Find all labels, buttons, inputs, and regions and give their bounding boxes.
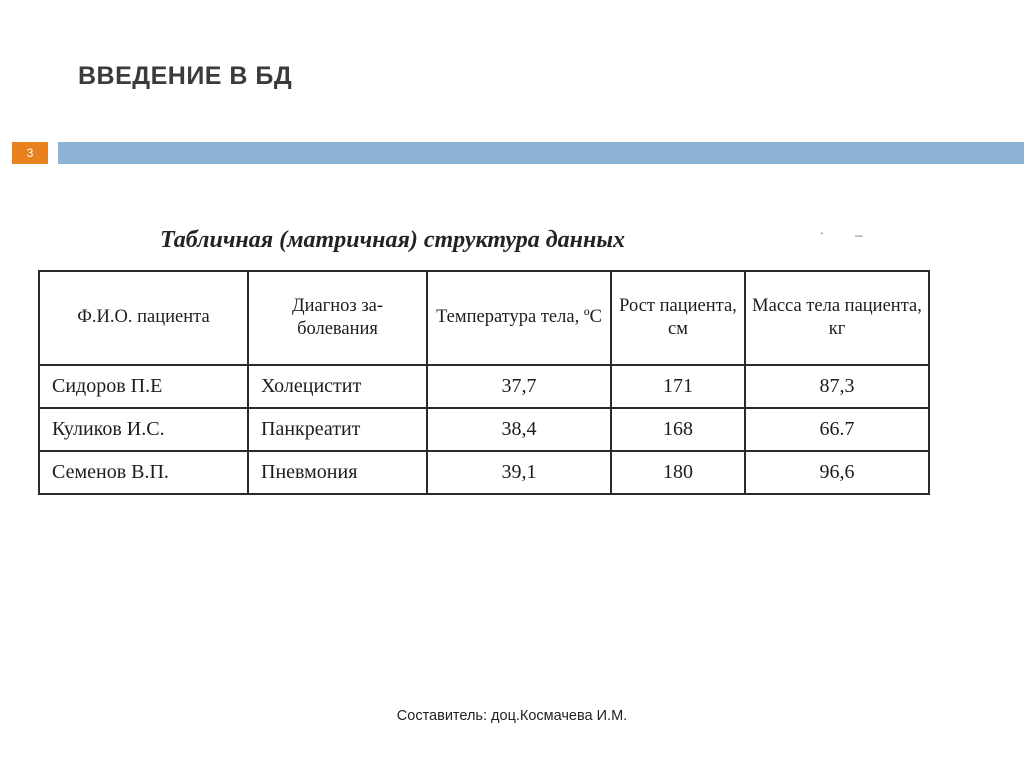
table-body <box>39 365 929 494</box>
table-row <box>39 451 929 494</box>
table-cell-diagnosis: Пневмония <box>248 451 427 494</box>
slide-footer: Составитель: доц.Космачева И.М. <box>396 708 628 724</box>
figure-caption: Табличная (матричная) структура данных <box>160 227 625 253</box>
table-cell-temperature: 39,1 <box>427 451 611 494</box>
table-cell-height: 168 <box>611 408 745 451</box>
table-cell-fio: Сидоров П.Е <box>39 365 248 408</box>
table-cell-weight: 96,6 <box>745 451 929 494</box>
scan-artifact-marks: . _ <box>820 222 877 237</box>
table-cell-diagnosis: Холецистит <box>248 365 427 408</box>
header-accent-bar <box>58 142 1024 164</box>
table-header-row <box>39 271 929 365</box>
slide-number-badge: 3 <box>12 142 48 164</box>
table-header-cell-temperature: Температура тела, ºС <box>427 271 611 365</box>
table-row <box>39 365 929 408</box>
table-cell-diagnosis: Панкреатит <box>248 408 427 451</box>
table-cell-fio: Куликов И.С. <box>39 408 248 451</box>
table-cell-weight: 66.7 <box>745 408 929 451</box>
table-cell-height: 180 <box>611 451 745 494</box>
table-cell-temperature: 37,7 <box>427 365 611 408</box>
table-header-cell-fio: Ф.И.О. пациента <box>39 271 248 365</box>
table-header-cell-weight: Масса тела пациента, кг <box>745 271 929 365</box>
table-cell-temperature: 38,4 <box>427 408 611 451</box>
page-title: ВВЕДЕНИЕ В БД <box>78 62 293 90</box>
table-cell-weight: 87,3 <box>745 365 929 408</box>
table-header-cell-height: Рост пациента, см <box>611 271 745 365</box>
table-cell-fio: Семенов В.П. <box>39 451 248 494</box>
table-header-cell-diagnosis: Диагноз за-болевания <box>248 271 427 365</box>
table-row <box>39 408 929 451</box>
figure-scan <box>30 200 930 530</box>
table-header <box>39 271 929 365</box>
patient-data-table <box>38 270 930 495</box>
table-cell-height: 171 <box>611 365 745 408</box>
